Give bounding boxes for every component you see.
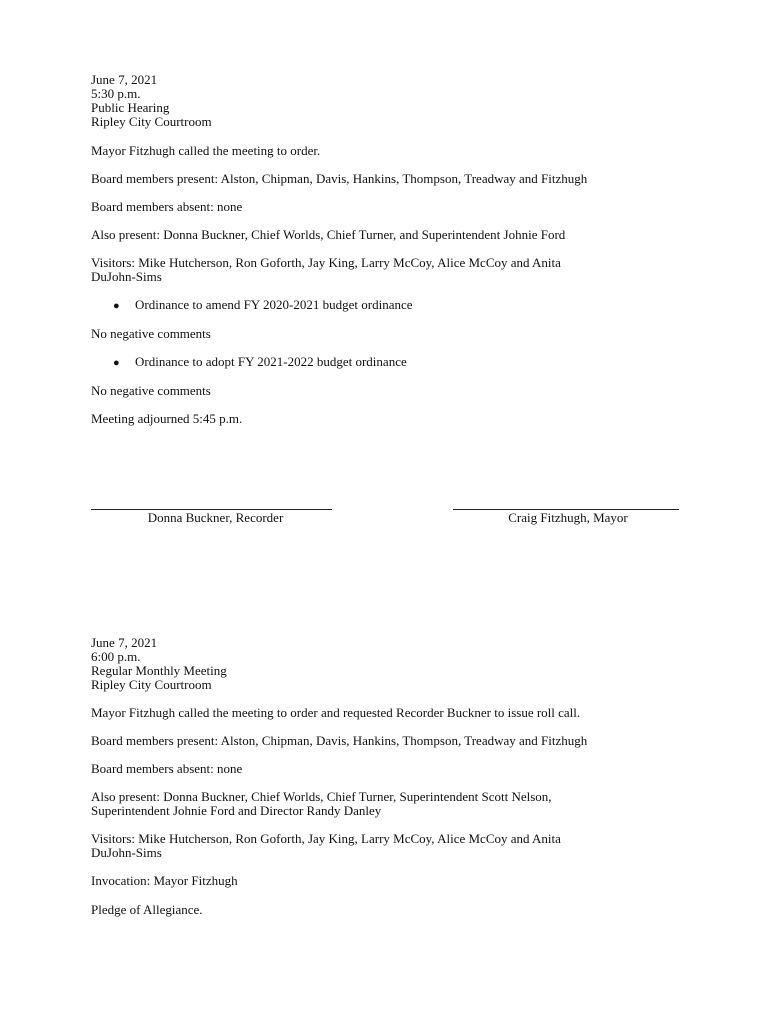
regular-header xyxy=(91,636,711,692)
regular-visitors-line1: Visitors: Mike Hutcherson, Ron Goforth, Jay King, Larry McCoy, Alice McCoy and Anita xyxy=(91,831,561,846)
regular-pledge: Pledge of Allegiance. xyxy=(91,902,203,917)
regular-invocation: Invocation: Mayor Fitzhugh xyxy=(91,873,238,888)
regular-members-absent: Board members absent: none xyxy=(91,761,243,776)
regular-date: June 7, 2021 xyxy=(91,635,158,650)
hearing-item-1-comment: No negative comments xyxy=(91,326,211,341)
regular-members-present: Board members present: Alston, Chipman, Davis, Hankins, Thompson, Treadway and Fitzhugh xyxy=(91,733,588,748)
regular-also-present-line2: Superintendent Johnie Ford and Director Randy Danley xyxy=(91,803,382,818)
hearing-agenda-item-2 xyxy=(113,355,407,370)
bullet-icon: ● xyxy=(113,300,120,312)
hearing-call-to-order: Mayor Fitzhugh called the meeting to order. xyxy=(91,143,321,158)
regular-call-to-order: Mayor Fitzhugh called the meeting to order and requested Recorder Buckner to issue roll call. xyxy=(91,705,581,720)
hearing-time: 5:30 p.m. xyxy=(91,86,141,101)
hearing-location: Ripley City Courtroom xyxy=(91,114,212,129)
bullet-icon: ● xyxy=(113,357,120,369)
regular-also-present xyxy=(91,790,711,818)
hearing-agenda-item-2-text: Ordinance to adopt FY 2021-2022 budget ordinance xyxy=(135,354,407,369)
hearing-also-present: Also present: Donna Buckner, Chief Worlds, Chief Turner, and Superintendent Johnie Ford xyxy=(91,227,566,242)
hearing-visitors-line2: DuJohn-Sims xyxy=(91,269,162,284)
hearing-date: June 7, 2021 xyxy=(91,72,158,87)
hearing-type: Public Hearing xyxy=(91,100,170,115)
regular-time: 6:00 p.m. xyxy=(91,649,141,664)
hearing-members-absent: Board members absent: none xyxy=(91,199,243,214)
regular-location: Ripley City Courtroom xyxy=(91,677,212,692)
mayor-signature-label: Craig Fitzhugh, Mayor xyxy=(508,510,628,525)
hearing-members-present: Board members present: Alston, Chipman, Davis, Hankins, Thompson, Treadway and Fitzhugh xyxy=(91,171,588,186)
hearing-item-2-comment: No negative comments xyxy=(91,383,211,398)
hearing-visitors xyxy=(91,256,711,284)
hearing-agenda-item-1-text: Ordinance to amend FY 2020-2021 budget ordinance xyxy=(135,297,413,312)
hearing-adjourned: Meeting adjourned 5:45 p.m. xyxy=(91,411,243,426)
regular-visitors-line2: DuJohn-Sims xyxy=(91,845,162,860)
hearing-header xyxy=(91,73,711,129)
recorder-signature-label: Donna Buckner, Recorder xyxy=(147,510,284,525)
regular-also-present-line1: Also present: Donna Buckner, Chief Worlds, Chief Turner, Superintendent Scott Nelson, xyxy=(91,789,552,804)
hearing-visitors-line1: Visitors: Mike Hutcherson, Ron Goforth, Jay King, Larry McCoy, Alice McCoy and Anita xyxy=(91,255,561,270)
hearing-agenda-item-1 xyxy=(113,298,413,313)
regular-visitors xyxy=(91,832,711,860)
regular-type: Regular Monthly Meeting xyxy=(91,663,227,678)
